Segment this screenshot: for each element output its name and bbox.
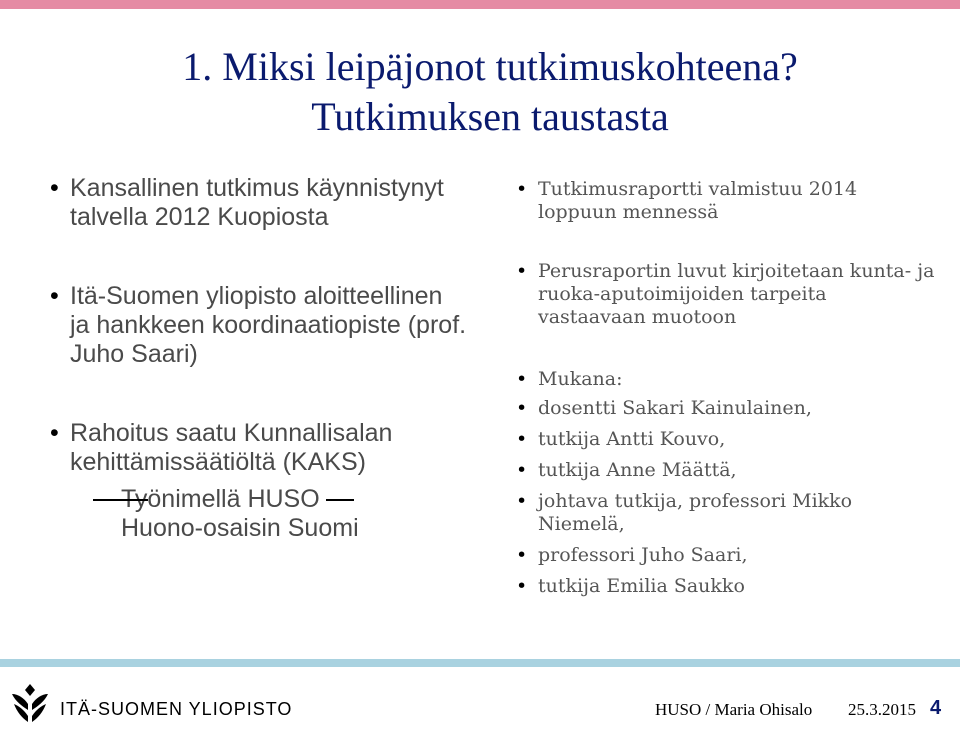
left-bullet-3: • Rahoitus saatu Kunnallisalan kehittämissäätiöltä (KAKS) bbox=[48, 419, 468, 477]
university-name: ITÄ-SUOMEN YLIOPISTO bbox=[60, 699, 293, 719]
left-bullet-1: • Kansallinen tutkimus käynnistynyt talvella 2012 Kuopiosta bbox=[48, 174, 468, 232]
top-accent-bar bbox=[0, 0, 960, 9]
footer-author: HUSO / Maria Ohisalo bbox=[655, 700, 813, 719]
left-sub-item bbox=[48, 485, 468, 543]
right-bullet-7: • johtava tutkija, professori Mikko Niemelä, bbox=[516, 490, 936, 536]
right-bullet-3: • Mukana: bbox=[516, 368, 936, 391]
left-bullet-2: • Itä-Suomen yliopisto aloitteellinen ja hankkeen koordinaatiopiste (prof. Juho Saari) bbox=[48, 282, 468, 369]
sub-item-dash bbox=[93, 499, 148, 501]
right-bullet-1: • Tutkimusraportti valmistuu 2014 loppuun mennessä bbox=[516, 178, 936, 224]
left-sub-line1: Työnimellä HUSO bbox=[121, 485, 320, 513]
right-bullet-6: • tutkija Anne Määttä, bbox=[516, 459, 936, 482]
right-bullet-4: • dosentti Sakari Kainulainen, bbox=[516, 397, 936, 420]
footer-date: 25.3.2015 bbox=[848, 700, 916, 719]
slide-title-line2: Tutkimuksen taustasta bbox=[311, 94, 669, 139]
bottom-accent-bar bbox=[0, 659, 960, 667]
left-column bbox=[48, 174, 468, 543]
right-bullet-2: • Perusraportin luvut kirjoitetaan kunta- ja ruoka-aputoimijoiden tarpeita vastaavaan muotoon bbox=[516, 260, 936, 329]
sub-item-dash-end bbox=[326, 499, 354, 501]
slide-title-line1: 1. Miksi leipäjonot tutkimuskohteena? bbox=[182, 44, 798, 89]
page-number: 4 bbox=[930, 697, 942, 719]
left-sub-line2: Huono-osaisin Suomi bbox=[121, 514, 359, 542]
right-bullet-9: • tutkija Emilia Saukko bbox=[516, 575, 936, 598]
university-logo-icon bbox=[8, 680, 52, 724]
right-bullet-5: • tutkija Antti Kouvo, bbox=[516, 428, 936, 451]
right-column bbox=[516, 178, 936, 598]
right-bullet-8: • professori Juho Saari, bbox=[516, 544, 936, 567]
slide-title bbox=[60, 42, 920, 142]
